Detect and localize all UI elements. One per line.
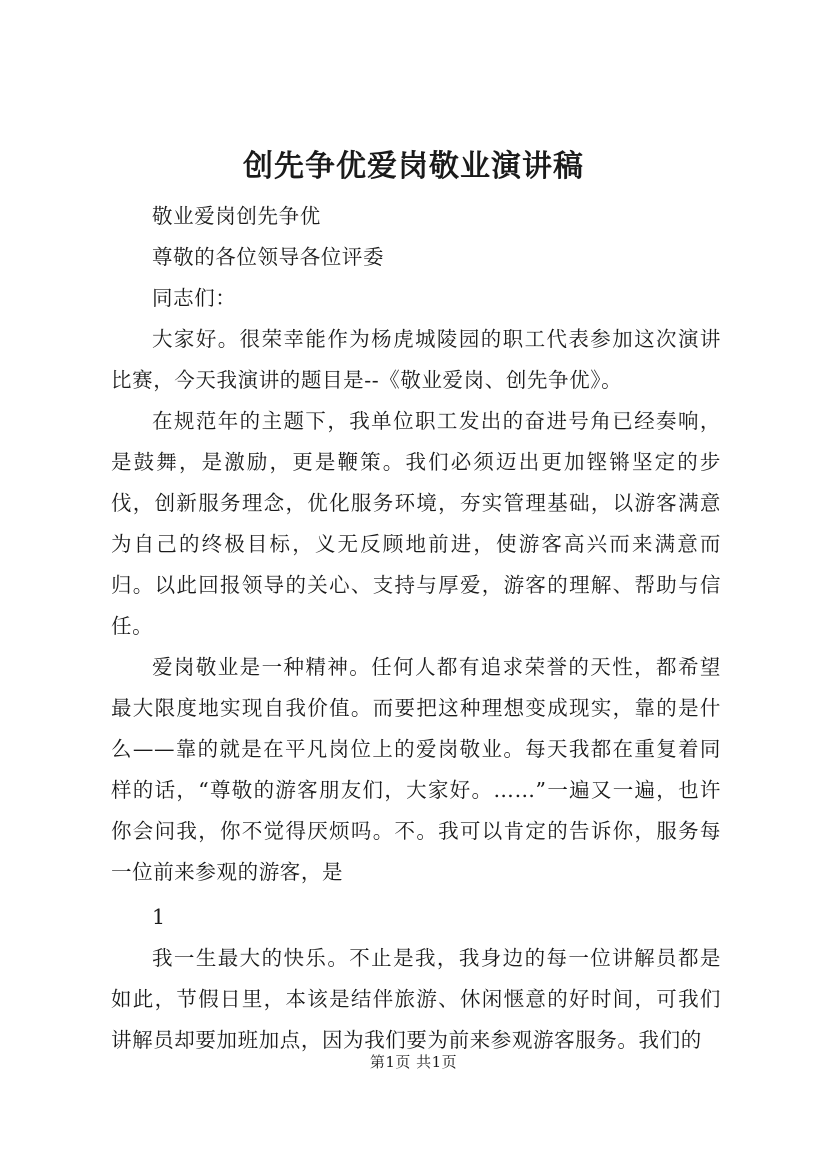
paragraph: 大家好。很荣幸能作为杨虎城陵园的职工代表参加这次演讲比赛，今天我演讲的题目是--《敬业爱岗、创先争优》。 (111, 327, 721, 392)
paragraph: 在规范年的主题下，我单位职工发出的奋进号角已经奏响，是鼓舞，是激励，更是鞭策。我们必须迈出更加铿锵坚定的步伐，创新服务理念，优化服务环境，夯实管理基础，以游客满意为自己的终极目标，义无反顾地前进，使游客高兴而来满意而归。以此回报领导的关心、支持与厚爱，游客的理解、帮助与信任。 (111, 409, 721, 638)
page-footer: 第1页 共1页 (369, 1053, 458, 1071)
paragraph: 爱岗敬业是一种精神。任何人都有追求荣誉的天性，都希望最大限度地实现自我价值。而要把这种理想变成现实，靠的是什么——靠的就是在平凡岗位上的爱岗敬业。每天我都在重复着同样的话，“尊敬的游客朋友们，大家好。……”一遍又一遍，也许你会问我，你不觉得厌烦吗。不。我可以肯定的告诉你，服务每一位前来参观的游客，是 (111, 655, 721, 884)
document-body (111, 196, 721, 1061)
paragraph: 同志们： (152, 286, 237, 310)
inline-page-number: 1 (152, 905, 166, 929)
paragraph: 敬业爱岗创先争优 (152, 204, 321, 228)
paragraph: 尊敬的各位领导各位评委 (152, 245, 385, 269)
document-title: 创先争优爱岗敬业演讲稿 (243, 149, 584, 184)
paragraph: 我一生最大的快乐。不止是我，我身边的每一位讲解员都是如此，节假日里，本该是结伴旅游、休闲惬意的好时间，可我们讲解员却要加班加点，因为我们要为前来参观游客服务。我们的 (111, 946, 721, 1052)
